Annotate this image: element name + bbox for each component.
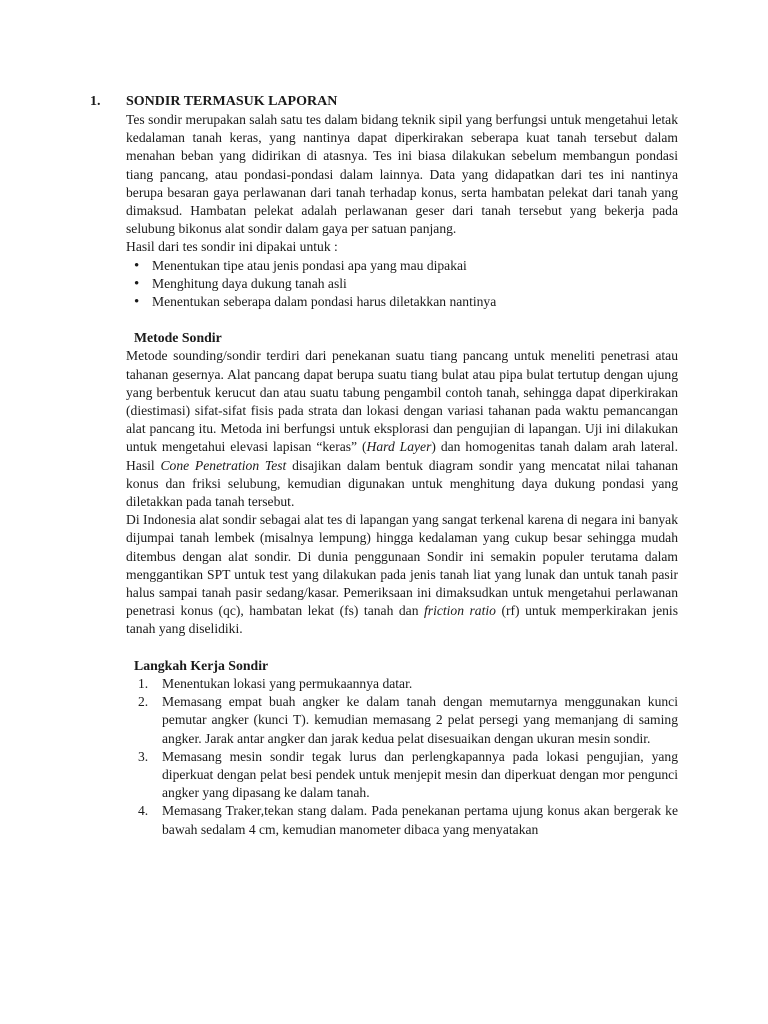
- section-heading: [90, 93, 337, 111]
- list-item: • Menentukan tipe atau jenis pondasi apa yang mau dipakai: [126, 257, 678, 275]
- uses-list: [126, 257, 678, 312]
- cpt-term: Cone Penetration Test: [160, 457, 287, 473]
- list-item: 3. Memasang mesin sondir tegak lurus dan perlengkapannya pada lokasi pengujian, yang diperkuat dengan pelat besi pendek untuk menjepit mesin dan diperkuat dengan mor pengunci angker yang dipasang ke dalam tanah.: [138, 748, 678, 801]
- uses-intro: Hasil dari tes sondir ini dipakai untuk :: [126, 239, 338, 255]
- metode-paragraph-1: Metode sounding/sondir terdiri dari penekanan suatu tiang pancang untuk meneliti penetrasi atau tahanan gesernya. Alat pancang dapat berupa suatu tiang bulat atau pipa bulat tertutup dengan ujung yang berbentuk kerucut dan atau suatu tabung pengambil contoh tanah, sehingga dapat diperkirakan (diestimasi) sifat-sifat fisis pada strata dan lokasi dengan variasi tahanan pada waktu pemancangan alat pancang itu. Metoda ini berfungsi untuk eksplorasi dan pengujian di lapangan. Uji ini dilakukan untuk mengetahui elevasi lapisan “keras” (Hard Layer) dan homogenitas tanah dalam arah lateral. Hasil Cone Penetration Test disajikan dalam bentuk diagram sondir yang mencatat nilai tahanan konus dan friksi selubung, kemudian digunakan untuk menghitung daya dukung pondasi yang diletakkan pada tanah tersebut.: [126, 348, 678, 510]
- list-item: 4. Memasang Traker,tekan stang dalam. Pada penekanan pertama ujung konus akan bergerak ke bawah sedalam 4 cm, kemudian manometer dibaca yang menyatakan: [138, 803, 678, 837]
- section-number: 1.: [90, 94, 101, 109]
- metode-paragraph-2: Di Indonesia alat sondir sebagai alat tes di lapangan yang sangat terkenal karena di negara ini banyak dijumpai tanah lembek (misalnya lempung) hingga kedalaman yang cukup besar sehingga mudah ditembus dengan alat sondir. Di dunia penggunaan Sondir ini semakin populer terutama dalam menggantikan SPT untuk test yang dilakukan pada jenis tanah liat yang lunak dan untuk tanah pasir halus sampai tanah pasir sedang/kasar. Pemeriksaan ini dimaksudkan untuk mengetahui perlawanan penetrasi konus (qc), hambatan lekat (fs) tanah dan friction ratio (rf) untuk memperkirakan jenis tanah yang diselidiki.: [126, 512, 678, 637]
- intro-paragraph: Tes sondir merupakan salah satu tes dalam bidang teknik sipil yang berfungsi untuk mengetahui letak kedalaman tanah keras, yang nantinya dapat diperkirakan seberapa kuat tanah tersebut dalam menahan beban yang didirikan di atasnya. Tes ini biasa dilakukan sebelum membangun pondasi tiang pancang, atau pondasi-pondasi dalam lainnya. Data yang didapatkan dari tes ini nantinya berupa besaran gaya perlawanan dari tanah terhadap konus, serta hambatan pelekat dari tanah yang dimaksud. Hambatan pelekat adalah perlawanan geser dari tanah tersebut yang bekerja pada selubung bikonus alat sondir dalam gaya per satuan panjang.: [126, 112, 678, 237]
- steps-list: [126, 675, 678, 839]
- section-content: [126, 111, 678, 839]
- hard-layer-term: Hard Layer: [366, 439, 432, 455]
- list-item: 1. Menentukan lokasi yang permukaannya datar.: [138, 675, 413, 691]
- list-item: • Menentukan seberapa dalam pondasi harus diletakkan nantinya: [126, 293, 678, 311]
- list-item: • Menghitung daya dukung tanah asli: [126, 275, 678, 293]
- section-title: SONDIR TERMASUK LAPORAN: [126, 94, 338, 109]
- friction-ratio-term: friction ratio: [424, 603, 496, 619]
- list-item: 2. Memasang empat buah angker ke dalam tanah dengan memutarnya menggunakan kunci pemutar angker (kunci T). kemudian memasang 2 pelat persegi yang memanjang di saming angker. Jarak antar angker dan jarak kedua pelat disesuaikan dengan ukuran mesin sondir.: [138, 694, 678, 746]
- metode-title: Metode Sondir: [134, 330, 222, 346]
- langkah-title: Langkah Kerja Sondir: [134, 657, 269, 673]
